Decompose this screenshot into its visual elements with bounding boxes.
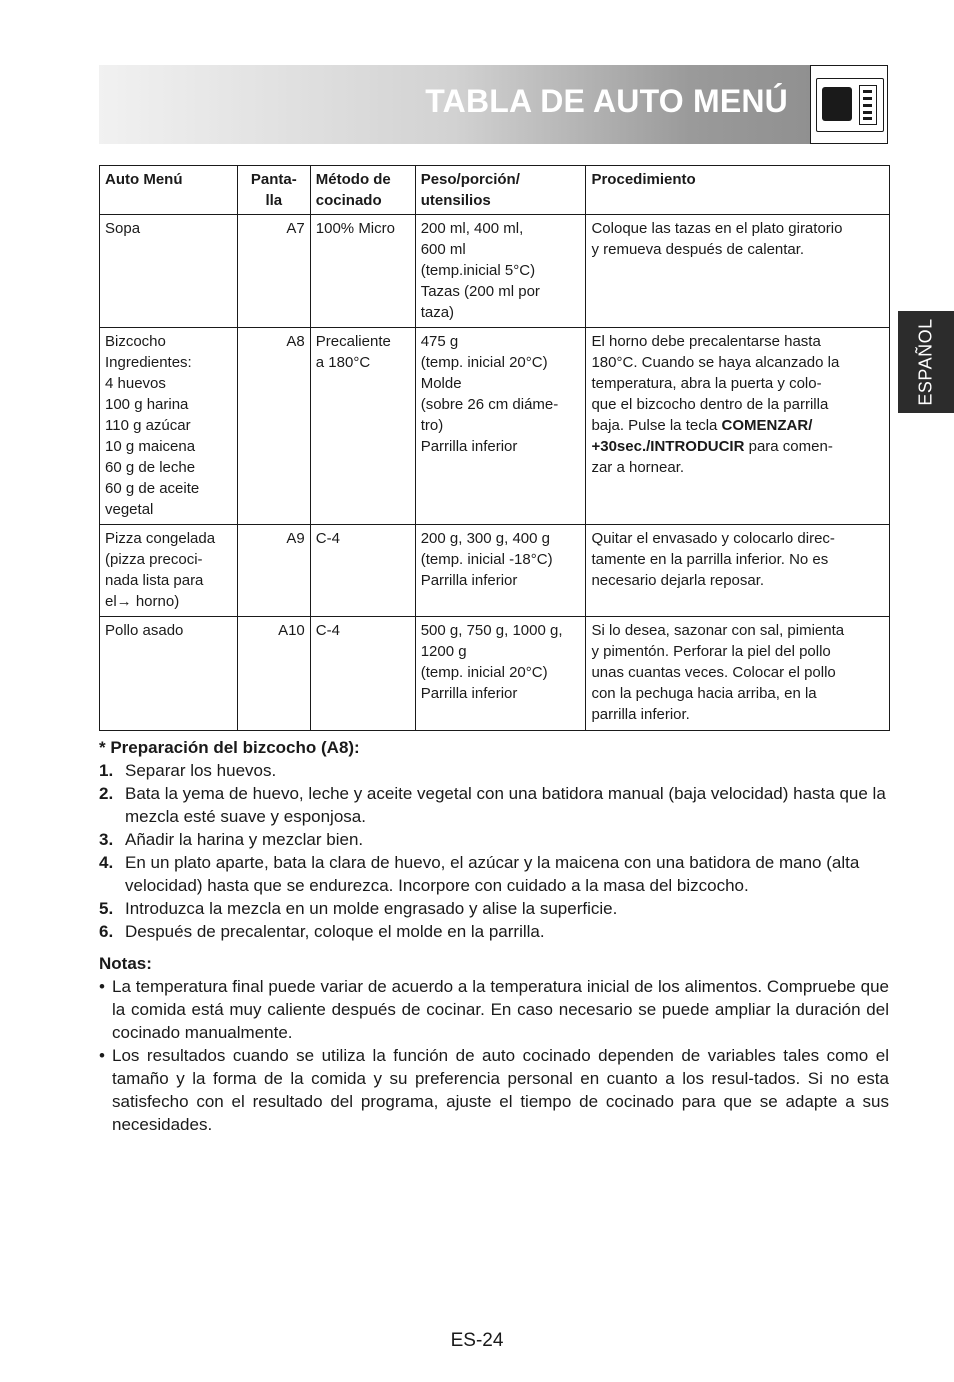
microwave-button: [863, 104, 872, 107]
cell-auto-menu: Pollo asado: [100, 617, 238, 731]
col-header-pantalla: Panta- lla: [237, 166, 310, 215]
table-row: [100, 617, 890, 731]
list-item: • Los resultados cuando se utiliza la función de auto cocinado dependen de variables tales como el tamaño y la forma de la comida y su preferencia personal en cuanto a los resul-tados. Si no esta satisfecho con el resultado del programa, ajuste el tiempo de cocinado para que se adapte a sus necesidades.: [99, 1044, 889, 1136]
cell-metodo: C-4: [310, 525, 415, 617]
list-item: [99, 782, 889, 828]
cell-metodo: Precaliente a 180°C: [310, 328, 415, 525]
list-item: [99, 851, 889, 897]
cell-peso: 500 g, 750 g, 1000 g, 1200 g (temp. inicial 20°C) Parrilla inferior: [415, 617, 586, 731]
cell-peso: 475 g (temp. inicial 20°C) Molde (sobre 26 cm diáme- tro) Parrilla inferior: [415, 328, 586, 525]
auto-menu-table: [99, 165, 890, 731]
microwave-body: [816, 78, 884, 132]
col-header-metodo: Método de cocinado: [310, 166, 415, 215]
section-heading: * Preparación del bizcocho (A8):: [99, 738, 360, 757]
steps-list: [99, 759, 889, 943]
cell-procedimiento: Si lo desea, sazonar con sal, pimienta y pimentón. Perforar la piel del pollo unas cuantas veces. Colocar el pollo con la pechuga hacia arriba, en la parrilla inferior.: [586, 617, 890, 731]
cell-auto-menu: Bizcocho Ingredientes: 4 huevos 100 g harina 110 g azúcar 10 g maicena 60 g de leche 60 g de aceite vegetal: [100, 328, 238, 525]
col-header-procedimiento: Procedimiento: [586, 166, 890, 215]
procedure-text-end: para comen- zar a hornear.: [591, 438, 833, 476]
step-number: 2.: [99, 784, 114, 803]
microwave-control-panel: [859, 85, 877, 125]
cell-metodo: C-4: [310, 617, 415, 731]
cell-pantalla: A9: [237, 525, 310, 617]
step-text: Introduzca la mezcla en un molde engrasado y alise la superficie.: [125, 899, 618, 918]
step-number: 6.: [99, 922, 114, 941]
table-row: [100, 525, 890, 617]
microwave-window: [822, 87, 852, 121]
step-number: 5.: [99, 899, 114, 918]
cell-peso: 200 ml, 400 ml, 600 ml (temp.inicial 5°C) Tazas (200 ml por taza): [415, 215, 586, 328]
notes-list: [99, 975, 889, 1136]
microwave-button: [863, 90, 872, 93]
cell-metodo: 100% Micro: [310, 215, 415, 328]
microwave-button: [863, 117, 872, 120]
cake-preparation-section: [99, 736, 889, 943]
language-label: ESPAÑOL: [915, 318, 936, 406]
list-item: [99, 897, 889, 920]
key-name-comenzar: COMENZAR/ +30sec./INTRODUCIR: [591, 417, 813, 455]
cell-procedimiento: Coloque las tazas en el plato giratorio y remueva después de calentar.: [586, 215, 890, 328]
cell-peso: 200 g, 300 g, 400 g (temp. inicial -18°C) Parrilla inferior: [415, 525, 586, 617]
step-text: Añadir la harina y mezclar bien.: [125, 830, 364, 849]
notes-heading: Notas:: [99, 954, 152, 973]
cell-procedimiento: [586, 328, 890, 525]
step-text: Después de precalentar, coloque el molde en la parrilla.: [125, 922, 545, 941]
cell-auto-menu: Pizza congelada (pizza precoci- nada lista para el→ horno): [100, 525, 238, 617]
step-number: 4.: [99, 853, 114, 872]
col-header-auto-menu: Auto Menú: [100, 166, 238, 215]
table-header-row: [100, 166, 890, 215]
cell-auto-menu: Sopa: [100, 215, 238, 328]
language-side-tab: [898, 311, 954, 413]
cell-pantalla: A7: [237, 215, 310, 328]
procedure-text: El horno debe precalentarse hasta 180°C. Cuando se haya alcanzado la temperatura, abra la puerta y colo- que el bizcocho dentro de la parrilla baja. Pulse la tecla: [591, 333, 840, 434]
microwave-button: [863, 111, 872, 114]
microwave-icon: [810, 65, 888, 144]
notes-section: [99, 952, 889, 1136]
step-text: En un plato aparte, bata la clara de huevo, el azúcar y la maicena con una batidora de mano (alta velocidad) hasta que se endurezca. Incorpore con cuidado a la masa del bizcocho.: [125, 853, 860, 895]
list-item: • La temperatura final puede variar de acuerdo a la temperatura inicial de los alimentos. Compruebe que la comida está muy caliente después de cocinar. En caso necesario se puede ampliar la duración del cocinado manualmente.: [99, 975, 889, 1044]
step-number: 1.: [99, 761, 114, 780]
page-header: [99, 65, 888, 144]
page-title: TABLA DE AUTO MENÚ: [425, 83, 788, 119]
page-number: ES-24: [450, 1330, 504, 1351]
cell-procedimiento: Quitar el envasado y colocarlo direc- tamente en la parrilla inferior. No es necesario dejarla reposar.: [586, 525, 890, 617]
cell-pantalla: A8: [237, 328, 310, 525]
list-item: [99, 828, 889, 851]
step-number: 3.: [99, 830, 114, 849]
list-item: [99, 920, 889, 943]
list-item: [99, 759, 889, 782]
step-text: Separar los huevos.: [125, 761, 277, 780]
table-row: [100, 328, 890, 525]
cell-pantalla: A10: [237, 617, 310, 731]
microwave-button: [863, 97, 872, 100]
step-text: Bata la yema de huevo, leche y aceite vegetal con una batidora manual (baja velocidad) hasta que la mezcla esté suave y esponjosa.: [125, 784, 886, 826]
col-header-peso: Peso/porción/ utensilios: [415, 166, 586, 215]
table-row: [100, 215, 890, 328]
